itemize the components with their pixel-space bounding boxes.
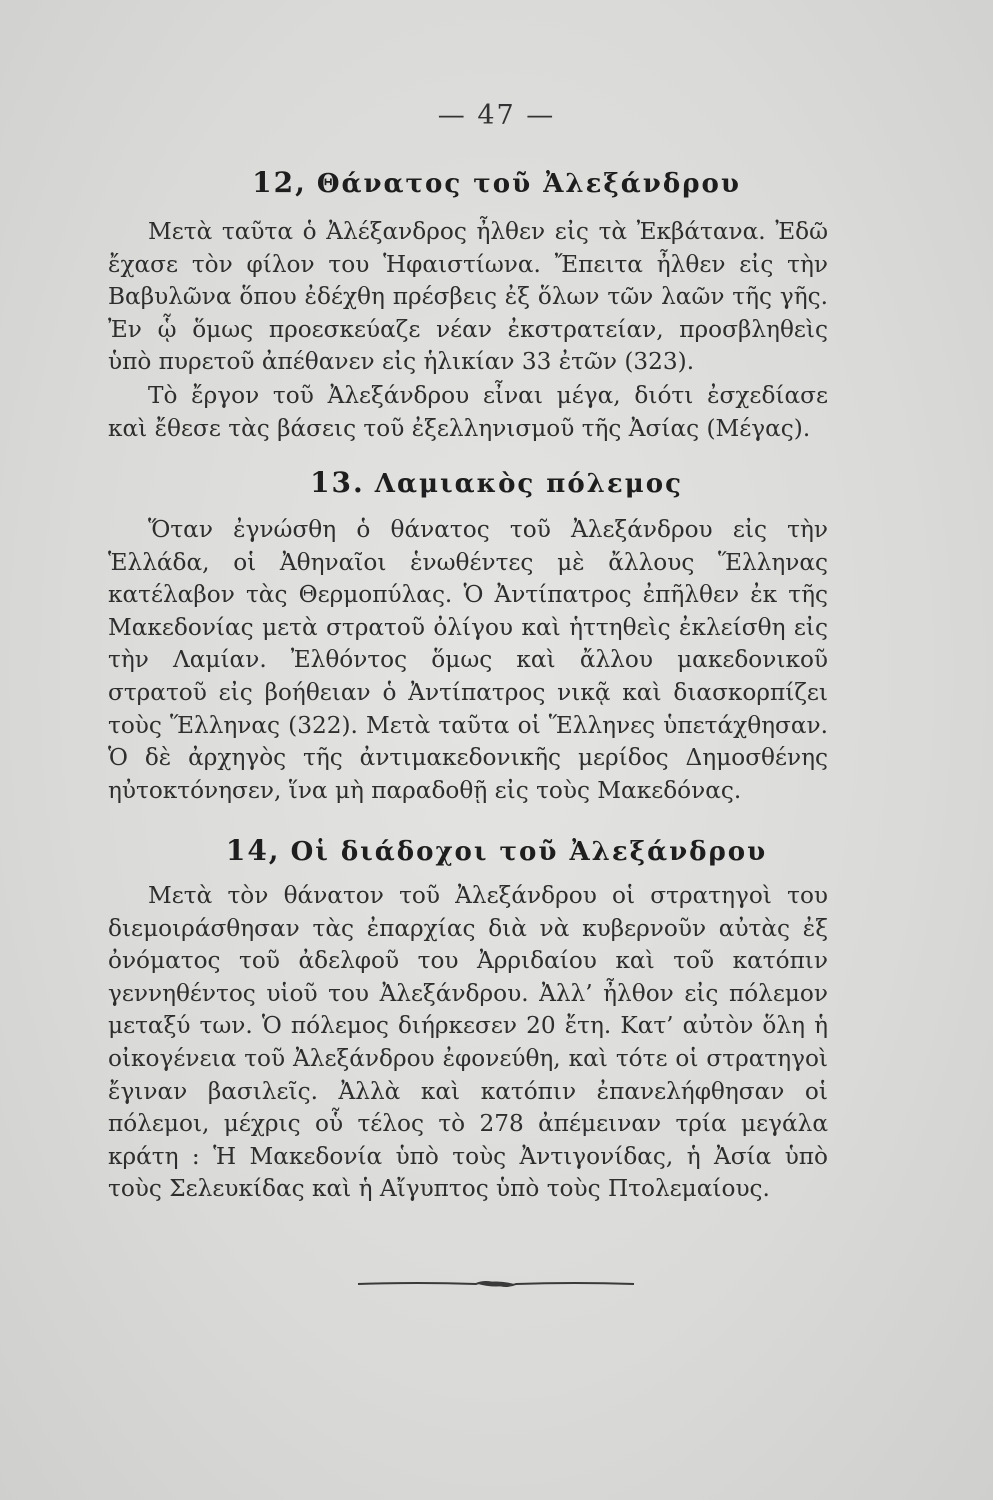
paragraph: Μετὰ ταῦτα ὁ Ἀλέξανδρος ἦλθεν εἰς τὰ Ἐκβάτανα. Ἐδῶ ἔχασε τὸν φίλον του Ἡφαιστίωνα. Ἔπειτα ἦλθεν εἰς τὴν Βαβυλῶνα ὅπου ἐδέχθη πρέσβεις ἐξ ὅλων τῶν λαῶν τῆς γῆς. Ἐν ᾧ ὅμως προεσκεύαζε νέαν ἐκστρατείαν, προσβληθεὶς ὑπὸ πυρετοῦ ἀπέθανεν εἰς ἡλικίαν 33 ἐτῶν (323). [108, 218, 828, 376]
section-number: 13. [310, 466, 365, 499]
section-title: Οἱ διάδοχοι τοῦ Ἀλεξάνδρου [290, 837, 768, 867]
paragraph: Μετὰ τὸν θάνατον τοῦ Ἀλεξάνδρου οἱ στρατηγοὶ του διεμοιράσθησαν τὰς ἐπαρχίας διὰ νὰ κυβερνοῦν αὐτὰς ἐξ ὀνόματος τοῦ ἀδελφοῦ του Ἀρριδαίου καὶ τοῦ κατόπιν γεννηθέντος υἱοῦ του Ἀλεξάνδρου. Ἀλλ’ ἦλθον εἰς πόλεμον μεταξύ των. Ὁ πόλεμος διήρκεσεν 20 ἔτη. Κατ’ αὐτὸν ὅλη ἡ οἰκογένεια τοῦ Ἀλεξάνδρου ἐφονεύθη, καὶ τότε οἱ στρατηγοὶ ἔγιναν βασιλεῖς. Ἀλλὰ καὶ κατόπιν ἐπανελήφθησαν οἱ πόλεμοι, μέχρις οὗ τέλος τὸ 278 ἀπέμειναν τρία μεγάλα κράτη : Ἡ Μακεδονία ὑπὸ τοὺς Ἀντιγονίδας, ἡ Ἀσία ὑπὸ τοὺς Σελευκίδας καὶ ἡ Αἴγυπτος ὑπὸ τοὺς Πτολεμαίους. [108, 882, 828, 1203]
section-heading-13 [0, 466, 993, 499]
paragraph: Τὸ ἔργον τοῦ Ἀλεξάνδρου εἶναι μέγα, διότι ἐσχεδίασε καὶ ἔθεσε τὰς βάσεις τοῦ ἐξελληνισμοῦ τῆς Ἀσίας (Μέγας). [108, 382, 828, 442]
page-number: — 47 — [437, 100, 556, 131]
section-number: 14, [225, 834, 281, 867]
paragraph: Ὅταν ἐγνώσθη ὁ θάνατος τοῦ Ἀλεξάνδρου εἰς τὴν Ἑλλάδα, οἱ Ἀθηναῖοι ἑνωθέντες μὲ ἄλλους Ἕλληνας κατέλαβον τὰς Θερμοπύλας. Ὁ Ἀντίπατρος ἐπῆλθεν ἐκ τῆς Μακεδονίας μετὰ στρατοῦ ὀλίγου καὶ ἡττηθεὶς ἐκλείσθη εἰς τὴν Λαμίαν. Ἐλθόντος ὅμως καὶ ἄλλου μακεδονικοῦ στρατοῦ εἰς βοήθειαν ὁ Ἀντίπατρος νικᾷ καὶ διασκορπίζει τοὺς Ἕλληνας (322). Μετὰ ταῦτα οἱ Ἕλληνες ὑπετάχθησαν. Ὁ δὲ ἀρχηγὸς τῆς ἀντιμακεδονικῆς μερίδος Δημοσθένης ηὐτοκτόνησεν, ἵνα μὴ παραδοθῇ εἰς τοὺς Μακεδόνας. [108, 516, 828, 804]
ornamental-divider [358, 1279, 634, 1289]
section-heading-14 [0, 834, 993, 867]
section-heading-12 [0, 166, 993, 199]
section-title: Λαμιακὸς πόλεμος [374, 469, 683, 499]
section-number: 12, [252, 166, 307, 199]
section-title: Θάνατος τοῦ Ἀλεξάνδρου [316, 169, 741, 199]
